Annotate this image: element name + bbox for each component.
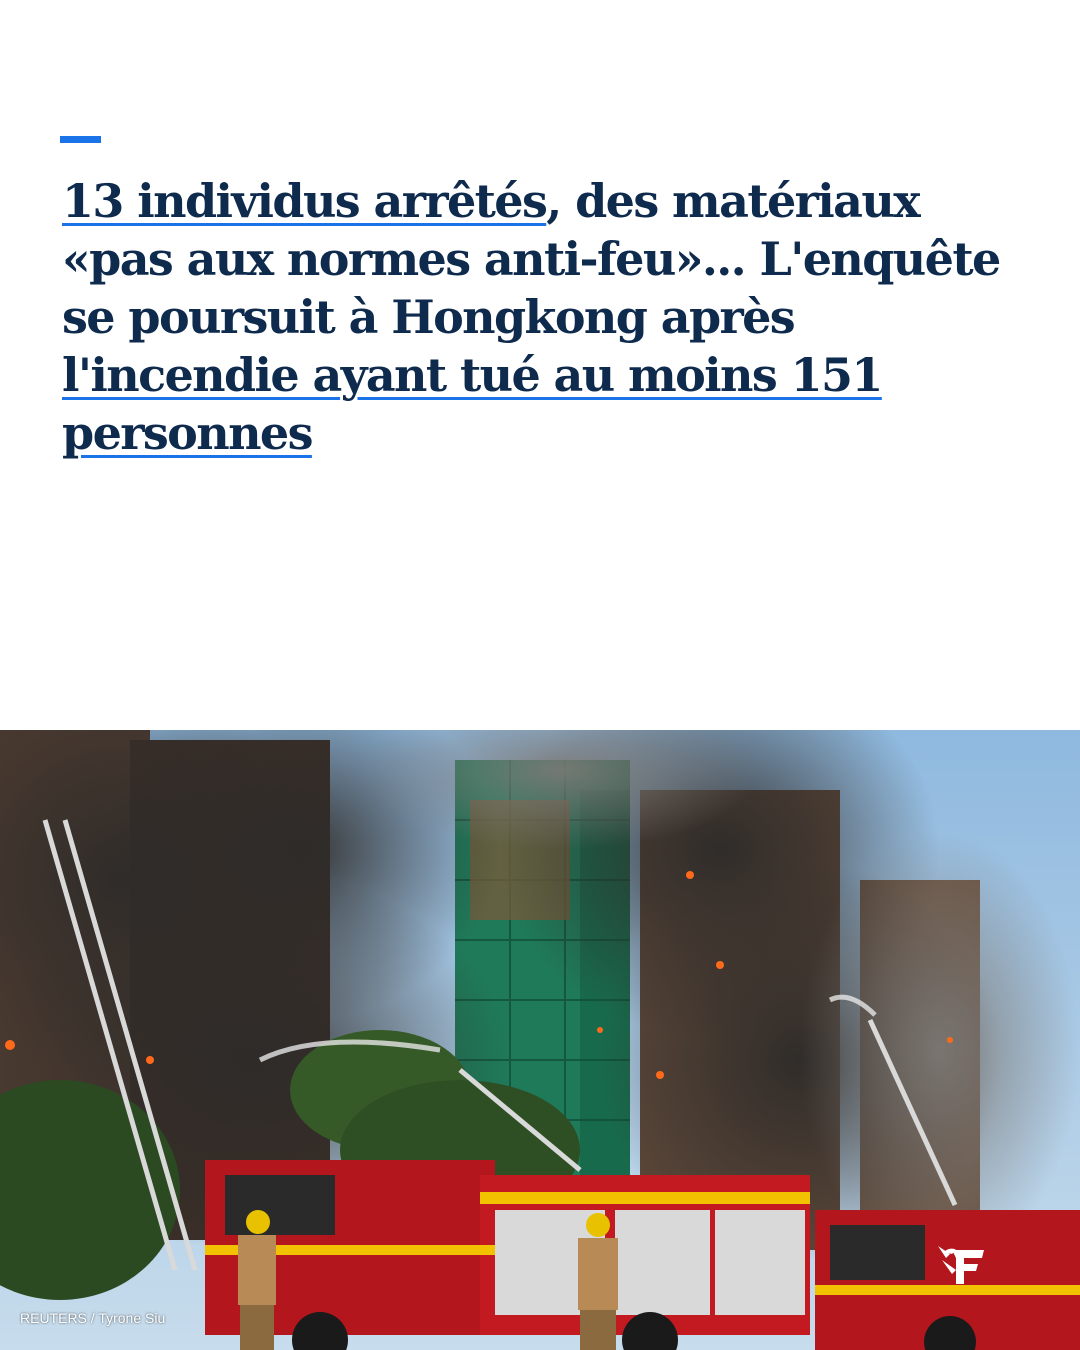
- fire-photo: [0, 730, 1080, 1350]
- headline-link-fire[interactable]: l'incendie ayant tué au moins 151 personnes: [62, 348, 882, 460]
- photo-credit: [20, 1310, 165, 1326]
- fire-scene-illustration: [0, 730, 1080, 1350]
- credit-agency: REUTERS: [20, 1310, 87, 1326]
- credit-separator: /: [86, 1310, 99, 1326]
- headline-text: , des matériaux «pas aux normes anti-feu»... L'enquête se poursuit à Hongkong après: [62, 174, 1000, 344]
- le-figaro-logo-icon: [934, 1240, 988, 1290]
- accent-bar: [60, 136, 101, 143]
- headline: [62, 172, 1042, 462]
- headline-link-arrests[interactable]: 13 individus arrêtés: [62, 174, 547, 228]
- credit-author: Tyrone Siu: [98, 1310, 166, 1326]
